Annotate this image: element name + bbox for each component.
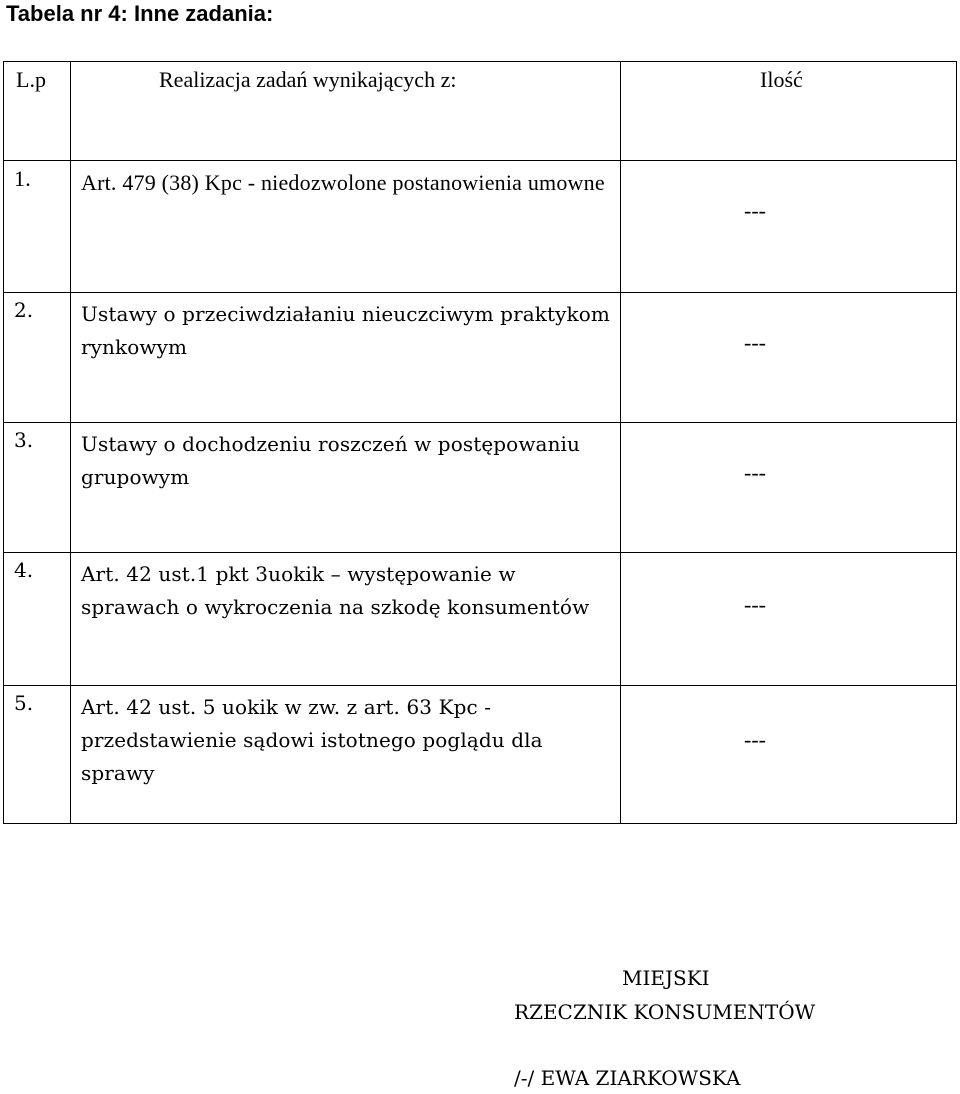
row-number: 3. [4, 423, 71, 553]
row-quantity-cell [621, 423, 957, 553]
table-header-row [4, 62, 957, 161]
signature-office-line2: RZECZNIK KONSUMENTÓW [514, 1000, 816, 1024]
header-quantity: Ilość [621, 62, 957, 161]
row-text: Art. 42 ust. 5 uokik w zw. z art. 63 Kpc - przedstawienie sądowi istotnego poglądu dla sprawy [71, 686, 621, 824]
page-title: Tabela nr 4: Inne zadania: [6, 1, 274, 26]
row-text: Art. 479 (38) Kpc - niedozwolone postanowienia umowne [71, 161, 621, 293]
signature-office-line1: MIEJSKI [622, 966, 710, 990]
row-quantity-cell [621, 293, 957, 423]
table-row [4, 686, 957, 824]
row-quantity-cell [621, 161, 957, 293]
table-row [4, 423, 957, 553]
row-quantity-cell [621, 686, 957, 824]
row-text: Ustawy o dochodzeniu roszczeń w postępowaniu grupowym [71, 423, 621, 553]
row-number: 5. [4, 686, 71, 824]
row-quantity: --- [744, 727, 766, 752]
row-quantity-cell [621, 553, 957, 686]
tasks-table [3, 61, 957, 824]
row-quantity: --- [744, 460, 766, 485]
header-realization: Realizacja zadań wynikających z: [71, 62, 621, 161]
row-number: 4. [4, 553, 71, 686]
signature-name: /-/ EWA ZIARKOWSKA [514, 1066, 741, 1090]
row-number: 1. [4, 161, 71, 293]
row-quantity: --- [744, 330, 766, 355]
row-quantity: --- [744, 198, 766, 223]
row-text: Art. 42 ust.1 pkt 3uokik – występowanie w sprawach o wykroczenia na szkodę konsumentów [71, 553, 621, 686]
row-number: 2. [4, 293, 71, 423]
table-row [4, 553, 957, 686]
row-text: Ustawy o przeciwdziałaniu nieuczciwym praktykom rynkowym [71, 293, 621, 423]
table-row [4, 161, 957, 293]
header-lp: L.p [4, 62, 71, 161]
table-row [4, 293, 957, 423]
row-quantity: --- [744, 592, 766, 617]
